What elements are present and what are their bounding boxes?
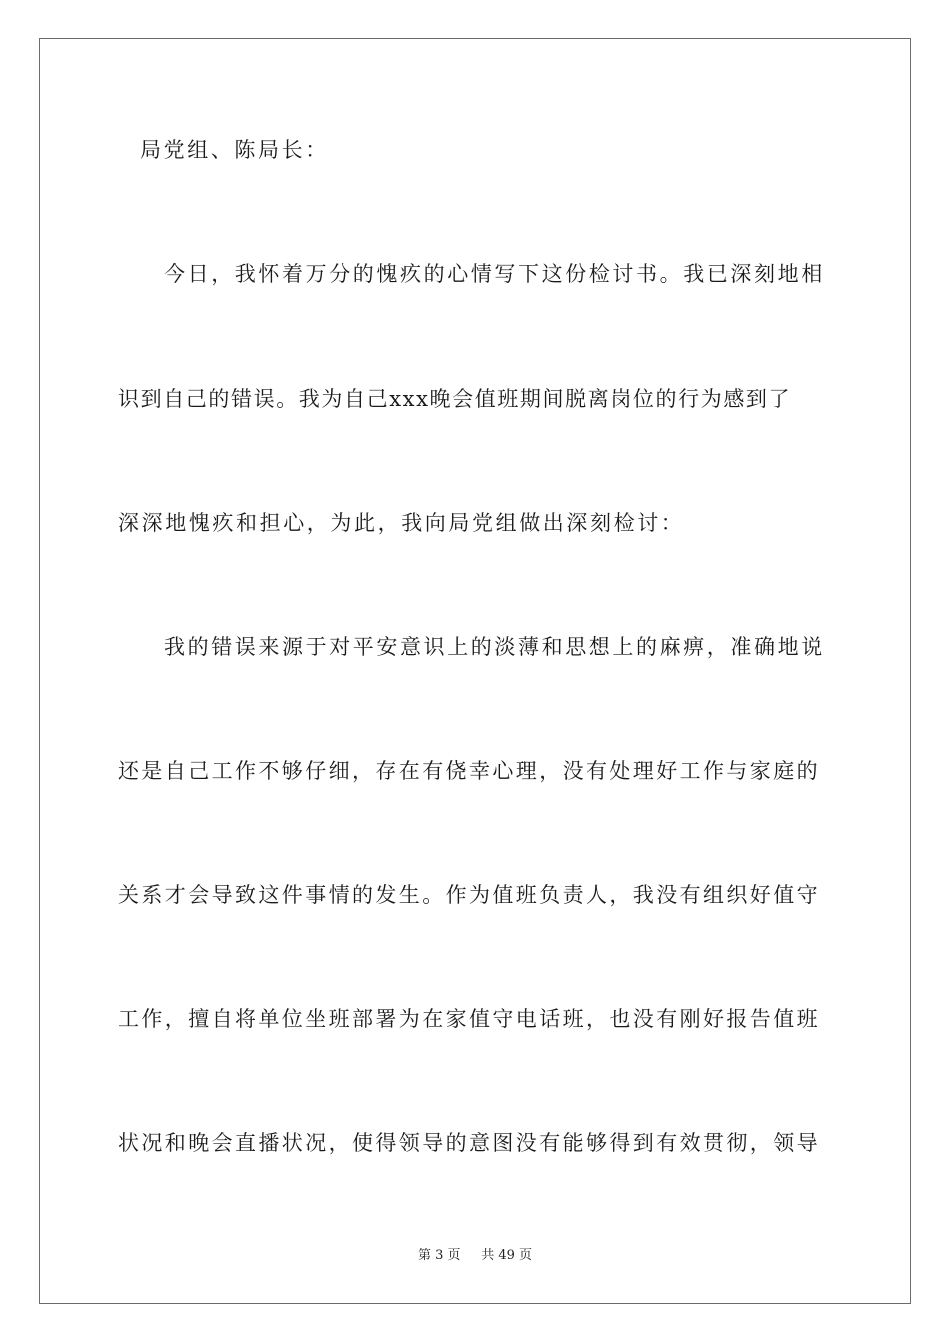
paragraph-2-line-4: 工作，擅自将单位坐班部署为在家值守电话班，也没有刚好报告值班 — [118, 1007, 820, 1031]
salutation: 局党组、陈局长： — [140, 138, 329, 162]
total-pages: 共 49 页 — [481, 1248, 533, 1263]
page-border — [39, 38, 911, 1304]
page-footer — [0, 1247, 950, 1265]
paragraph-2-line-5: 状况和晚会直播状况，使得领导的意图没有能够得到有效贯彻，领导 — [118, 1131, 820, 1155]
paragraph-1-line-3: 深深地愧疚和担心，为此，我向局党组做出深刻检讨： — [118, 511, 685, 535]
paragraph-2-line-3: 关系才会导致这件事情的发生。作为值班负责人，我没有组织好值守 — [118, 883, 820, 907]
paragraph-1-line-1: 今日，我怀着万分的愧疚的心情写下这份检讨书。我已深刻地相 — [164, 262, 825, 286]
page-number: 第 3 页 — [417, 1248, 461, 1263]
paragraph-2-line-2: 还是自己工作不够仔细，存在有侥幸心理，没有处理好工作与家庭的 — [118, 759, 820, 783]
paragraph-1-line-2: 识到自己的错误。我为自己xxx晚会值班期间脱离岗位的行为感到了 — [118, 387, 792, 411]
paragraph-2-line-1: 我的错误来源于对平安意识上的淡薄和思想上的麻痹，准确地说 — [164, 635, 825, 659]
